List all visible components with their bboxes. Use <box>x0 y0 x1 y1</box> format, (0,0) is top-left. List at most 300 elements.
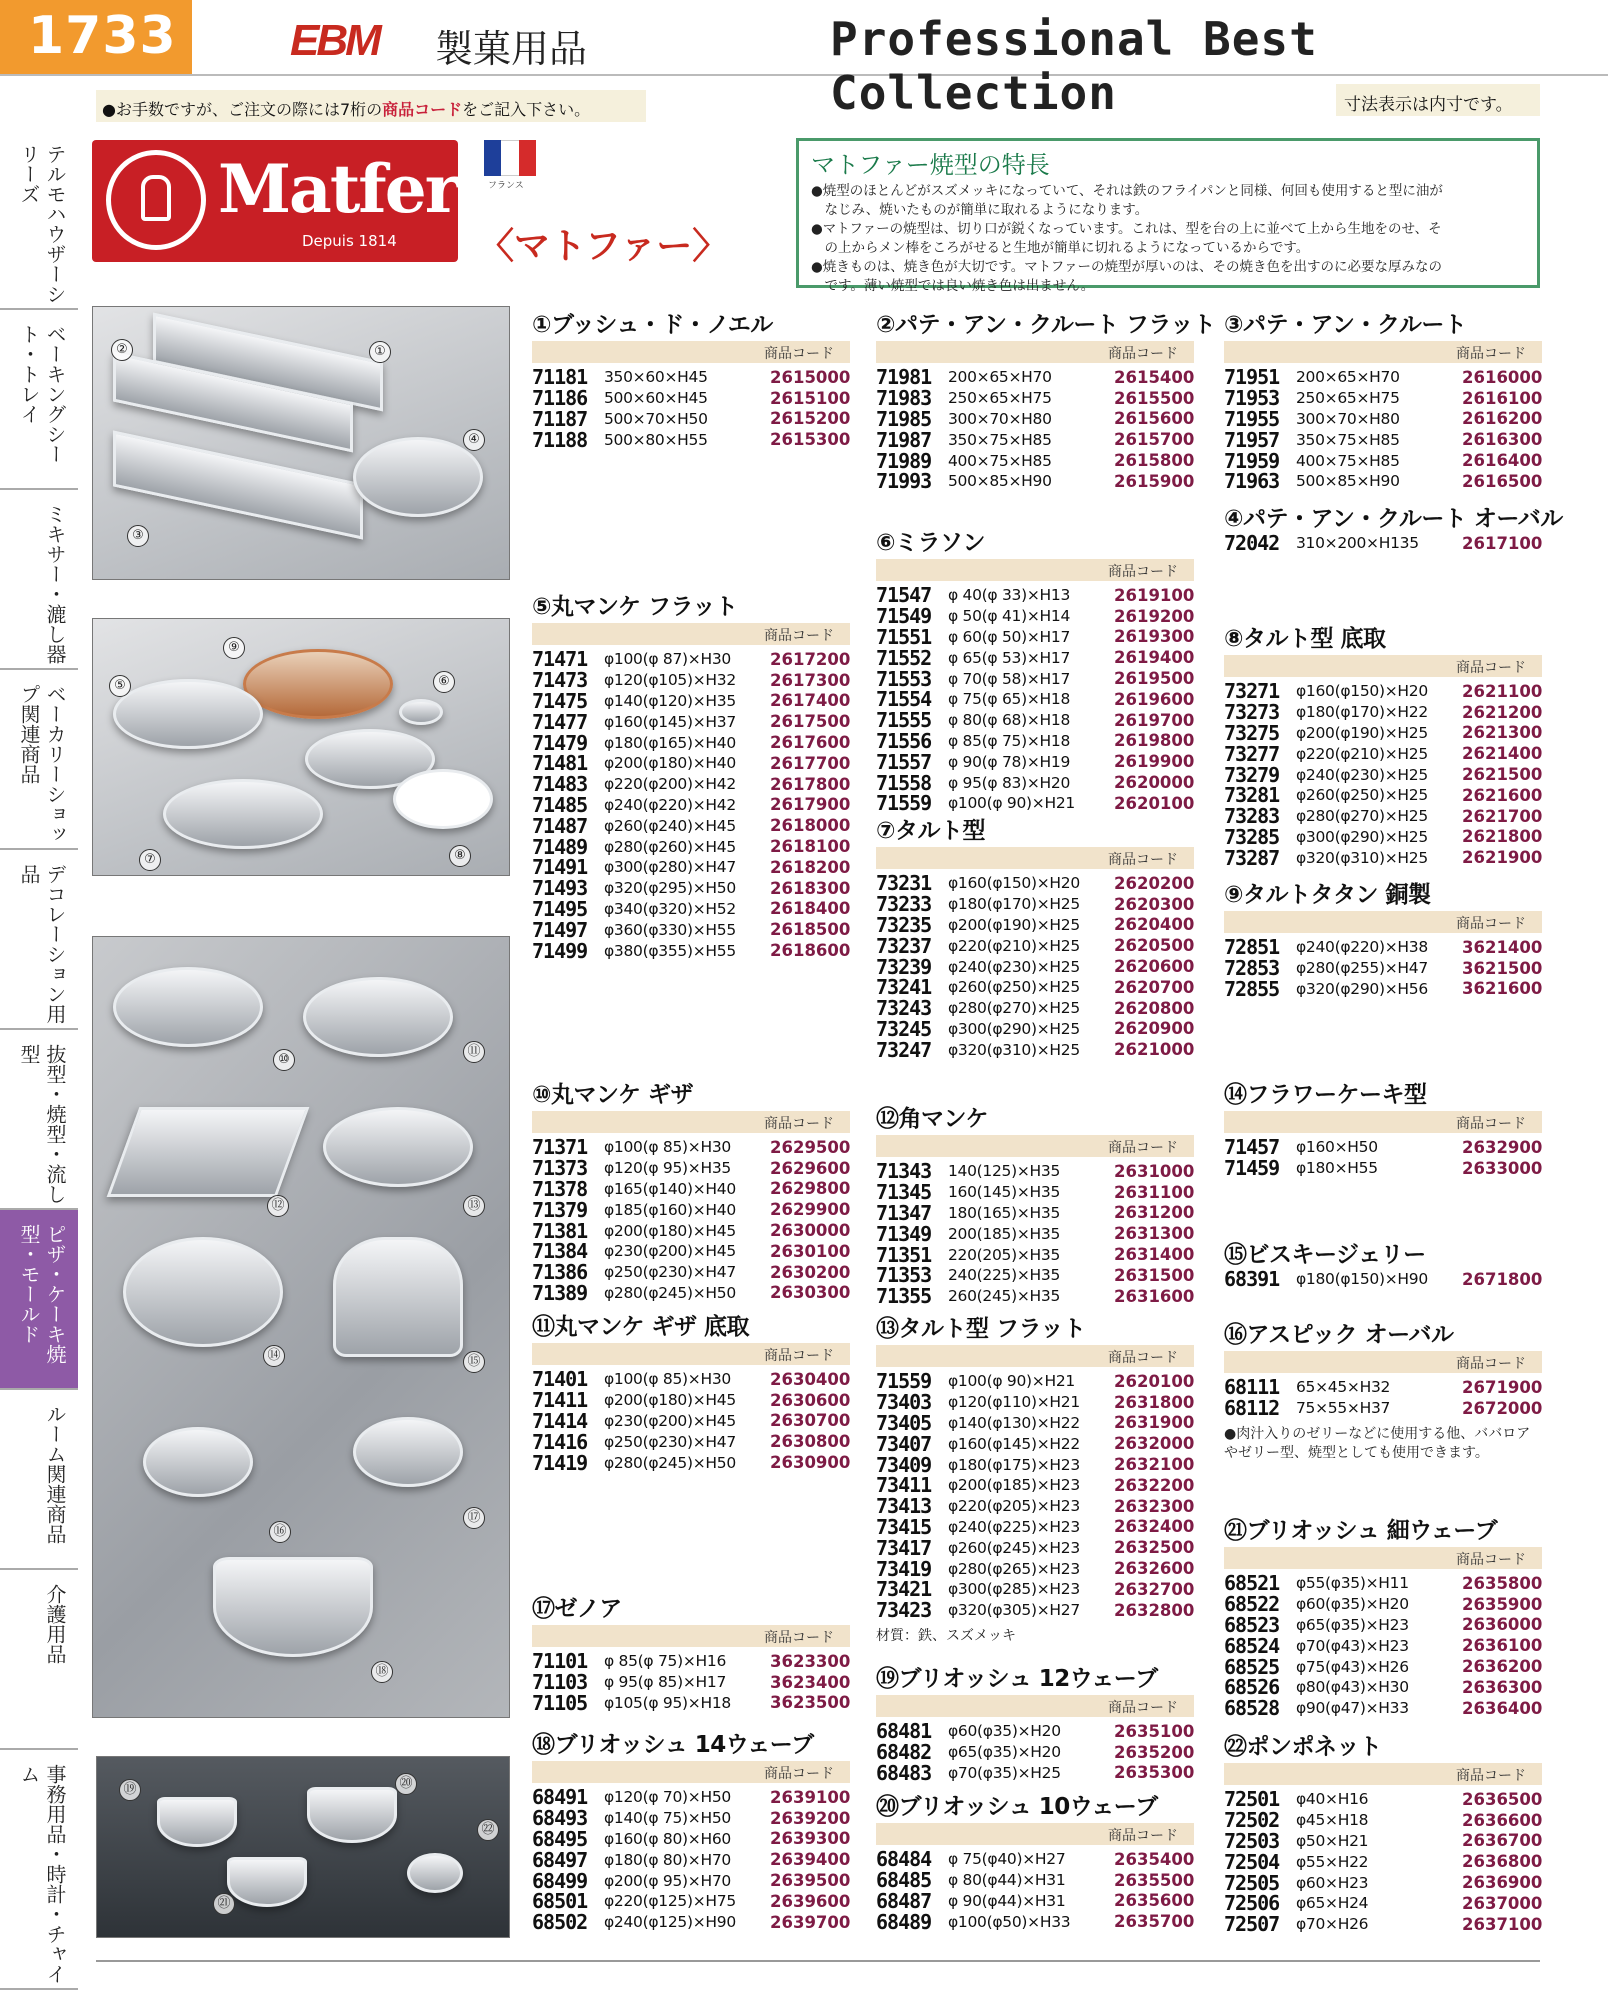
product-row <box>532 878 850 899</box>
dimensions: 200(185)×H35 <box>948 1224 1061 1243</box>
side-tab[interactable]: ミキサー・漉し器 <box>0 490 78 670</box>
product-row <box>876 1742 1194 1763</box>
product-code: 2620700 <box>1114 977 1195 997</box>
product-code: 2617300 <box>770 670 851 690</box>
product-code: 2616000 <box>1462 367 1543 387</box>
model-number: 68482 <box>876 1740 932 1765</box>
model-number: 71419 <box>532 1450 588 1475</box>
model-number: 71101 <box>532 1649 588 1674</box>
product-title: ⑭フラワーケーキ型 <box>1224 1082 1427 1108</box>
model-number: 73277 <box>1224 741 1280 766</box>
dimensions: φ100(φ 87)×H30 <box>604 650 731 669</box>
model-number: 73279 <box>1224 762 1280 787</box>
side-tab[interactable]: 介護用品 <box>0 1570 78 1750</box>
product-code: 2635200 <box>1114 1742 1195 1762</box>
product-code: 2629900 <box>770 1200 851 1220</box>
product-row <box>876 627 1194 648</box>
model-number: 71491 <box>532 855 588 880</box>
product-row <box>876 1558 1194 1579</box>
dimensions: φ280(φ265)×H23 <box>948 1559 1080 1578</box>
dimensions: φ 85(φ 75)×H18 <box>948 731 1071 750</box>
dimensions: φ180(φ170)×H22 <box>1296 703 1428 722</box>
product-code: 2635900 <box>1462 1594 1543 1614</box>
brand-logo: EBM <box>290 16 379 65</box>
dimensions: φ 80(φ 68)×H18 <box>948 711 1071 730</box>
dimensions: φ60(φ35)×H20 <box>948 1722 1061 1741</box>
model-number: 72855 <box>1224 977 1280 1001</box>
photo-number: ⑮ <box>463 1351 485 1373</box>
product-code: 2630100 <box>770 1241 851 1261</box>
product-code: 2631800 <box>1114 1392 1195 1412</box>
product-row <box>532 1411 850 1432</box>
model-number: 72851 <box>1224 935 1280 960</box>
product-block <box>532 588 850 961</box>
product-row <box>876 1849 1194 1870</box>
model-number: 68523 <box>1224 1613 1280 1637</box>
product-code: 2672000 <box>1462 1398 1543 1418</box>
product-code: 2620000 <box>1114 773 1195 793</box>
product-row <box>532 896 851 921</box>
product-code: 2639600 <box>770 1891 851 1911</box>
model-number: 71981 <box>876 365 932 390</box>
product-row <box>876 585 1194 606</box>
dimensions: φ 60(φ 50)×H17 <box>948 627 1071 646</box>
product-code: 2632100 <box>1114 1455 1195 1475</box>
model-number: 71983 <box>876 386 932 411</box>
product-row <box>532 1369 850 1390</box>
dimensions: φ300(φ290)×H25 <box>1296 827 1428 846</box>
product-code: 2618200 <box>770 857 851 877</box>
code-header: 商品コード <box>532 1343 850 1365</box>
product-row <box>876 1182 1194 1203</box>
model-number: 71188 <box>532 427 588 452</box>
product-block <box>1224 1316 1542 1463</box>
dimensions: φ70×H26 <box>1296 1915 1369 1934</box>
fluted-removable-shape <box>303 977 453 1057</box>
code-header: 商品コード <box>876 1345 1194 1367</box>
product-code: 2630700 <box>770 1411 851 1431</box>
photo-number: ㉒ <box>477 1819 499 1841</box>
product-row <box>1224 1789 1542 1810</box>
product-title: ⑥ミラソン <box>876 530 985 556</box>
code-header: 商品コード <box>1224 1351 1542 1373</box>
photo-number: ⑰ <box>463 1507 485 1529</box>
dimensions: φ120(φ110)×H21 <box>948 1393 1080 1412</box>
product-code: 2631000 <box>1114 1161 1195 1181</box>
model-number: 71483 <box>532 772 588 797</box>
dimensions: φ80(φ43)×H30 <box>1296 1678 1409 1697</box>
side-tab[interactable]: デコレーション用品 <box>0 850 78 1030</box>
product-code: 2636400 <box>1462 1698 1543 1718</box>
dimensions: φ280(φ270)×H25 <box>1296 807 1428 826</box>
product-row <box>532 691 850 712</box>
code-header: 商品コード <box>1224 1111 1542 1133</box>
product-code: 2630000 <box>770 1221 851 1241</box>
order-notice <box>96 90 646 122</box>
product-code: 2620100 <box>1114 793 1195 813</box>
code-header: 商品コード <box>532 1761 850 1783</box>
model-number: 71959 <box>1224 448 1280 473</box>
product-row <box>532 753 850 774</box>
product-block <box>532 1590 850 1713</box>
product-row <box>532 774 850 795</box>
dimensions: φ45×H18 <box>1296 1811 1369 1830</box>
dimensions: φ200(φ 95)×H70 <box>604 1871 731 1890</box>
model-number: 73235 <box>876 913 932 937</box>
product-photo-fluted-molds <box>92 936 510 1718</box>
photo-number: ⑪ <box>463 1041 485 1063</box>
product-code: 2621100 <box>1462 681 1543 701</box>
product-block <box>1224 306 1542 492</box>
model-number: 71556 <box>876 728 932 753</box>
product-code: 2619800 <box>1114 731 1195 751</box>
dimensions: 200×65×H70 <box>1296 368 1400 387</box>
product-code: 2629800 <box>770 1179 851 1199</box>
product-row <box>1224 764 1542 785</box>
dimensions: φ240(φ220)×H42 <box>604 795 736 814</box>
product-title: ⑰ゼノア <box>532 1596 622 1622</box>
product-photo-brioche-molds <box>96 1756 510 1938</box>
product-note: 材質：鉄、スズメッキ <box>876 1627 1016 1644</box>
model-number: 71985 <box>876 407 932 431</box>
product-code: 2637100 <box>1462 1914 1543 1934</box>
product-code: 2619700 <box>1114 710 1195 730</box>
product-row <box>876 1223 1194 1244</box>
feature-title: マトファー焼型の特長 <box>811 151 1050 179</box>
model-number: 73285 <box>1224 824 1280 849</box>
product-row <box>876 772 1194 793</box>
product-code: 2616200 <box>1462 409 1543 429</box>
product-row <box>1224 824 1543 849</box>
product-row <box>876 606 1194 627</box>
fluted-ring-shape <box>113 967 263 1047</box>
side-tab[interactable]: ベーキングシート・トレイ <box>0 310 78 490</box>
model-number: 68521 <box>1224 1571 1280 1596</box>
square-ring-shape <box>107 1107 310 1197</box>
product-code: 2620500 <box>1114 936 1195 956</box>
product-photo-pate-molds <box>92 306 510 580</box>
dimensions: φ180(φ 80)×H70 <box>604 1850 731 1869</box>
product-row <box>876 1911 1194 1932</box>
product-title: ⑧タルト型 底取 <box>1224 626 1386 652</box>
model-number: 71953 <box>1224 386 1280 411</box>
photo-number: ⑧ <box>449 845 471 867</box>
model-number: 71559 <box>876 791 932 816</box>
product-row <box>876 1392 1194 1413</box>
product-row <box>532 1280 851 1305</box>
product-code: 2671900 <box>1462 1377 1543 1397</box>
product-row <box>876 1413 1194 1434</box>
product-row <box>1224 1851 1542 1872</box>
product-row <box>1224 702 1542 723</box>
model-number: 71187 <box>532 407 588 431</box>
dimensions: φ230(φ200)×H45 <box>604 1242 736 1261</box>
dimensions: 500×85×H90 <box>948 472 1052 491</box>
dimensions: φ280(φ270)×H25 <box>948 999 1080 1018</box>
side-tab[interactable]: ベーカリーショップ関連商品 <box>0 670 78 850</box>
product-code: 2621000 <box>1114 1040 1195 1060</box>
product-row <box>1224 1914 1542 1935</box>
dimensions: φ100(φ 85)×H30 <box>604 1138 731 1157</box>
product-block <box>876 524 1194 814</box>
product-row <box>876 1016 1195 1041</box>
model-number: 73245 <box>876 1016 932 1041</box>
model-number: 71957 <box>1224 427 1280 452</box>
brioche12-mold-shape <box>157 1797 237 1847</box>
side-tab-active[interactable]: ピザ・ケーキ焼型・モールド <box>0 1210 78 1390</box>
product-code: 2636000 <box>1462 1615 1543 1635</box>
product-row <box>1224 1677 1542 1698</box>
product-row <box>532 792 851 817</box>
product-row <box>1224 1594 1542 1615</box>
product-row <box>532 1693 850 1714</box>
photo-number: ③ <box>127 525 149 547</box>
model-number: 72042 <box>1224 531 1280 556</box>
photo-number: ㉑ <box>213 1893 235 1915</box>
product-code: 2631100 <box>1114 1182 1195 1202</box>
dimensions: φ100(φ 90)×H21 <box>948 1372 1075 1391</box>
dimensions: 350×60×H45 <box>604 368 708 387</box>
product-title: ④パテ・アン・クルート オーバル <box>1224 506 1563 532</box>
category-title: 製菓用品 <box>435 27 588 71</box>
model-number: 73273 <box>1224 700 1280 725</box>
product-code: 2619200 <box>1114 606 1195 626</box>
notice-suffix: をご記入下さい。 <box>462 100 591 119</box>
product-row <box>1224 1810 1542 1831</box>
product-code: 2617800 <box>770 774 851 794</box>
product-code: 2619900 <box>1114 752 1195 772</box>
product-code: 2635700 <box>1114 1912 1195 1932</box>
code-header: 商品コード <box>876 1135 1194 1157</box>
model-number: 73407 <box>876 1431 932 1456</box>
model-number: 71379 <box>532 1197 588 1222</box>
product-row <box>876 1433 1194 1454</box>
product-row <box>876 388 1194 409</box>
dimensions: φ165(φ140)×H40 <box>604 1179 736 1198</box>
model-number: 68491 <box>532 1785 588 1810</box>
product-row <box>532 1220 850 1241</box>
model-number: 68391 <box>1224 1267 1280 1292</box>
product-code: 2621900 <box>1462 848 1543 868</box>
product-row <box>1224 1377 1542 1398</box>
model-number: 71471 <box>532 647 588 672</box>
product-code: 2635300 <box>1114 1763 1195 1783</box>
tart-ring-shape <box>163 779 323 849</box>
product-row <box>1224 958 1542 979</box>
product-code: 2615500 <box>1114 388 1195 408</box>
model-number: 68497 <box>532 1847 588 1872</box>
product-code: 2615200 <box>770 409 851 429</box>
product-row <box>876 793 1194 814</box>
dimensions: φ240(φ220)×H38 <box>1296 938 1428 957</box>
product-code: 2632800 <box>1114 1600 1195 1620</box>
product-row <box>1224 1615 1542 1636</box>
dimensions: φ 85(φ 75)×H16 <box>604 1652 727 1671</box>
dimensions: φ320(φ305)×H27 <box>948 1601 1080 1620</box>
model-number: 71497 <box>532 917 588 942</box>
dimensions: 65×45×H32 <box>1296 1378 1391 1397</box>
product-row <box>532 1891 850 1912</box>
notice-prefix: ●お手数ですが、ご注文の際には7桁の <box>102 100 383 119</box>
dimensions: φ 80(φ44)×H31 <box>948 1871 1066 1890</box>
dimensions: 160(145)×H35 <box>948 1183 1061 1202</box>
product-row <box>1224 450 1542 471</box>
model-number: 73415 <box>876 1514 932 1539</box>
model-number: 73413 <box>876 1494 932 1519</box>
product-row <box>876 1579 1194 1600</box>
model-number: 73247 <box>876 1037 932 1062</box>
side-tab[interactable]: 抜型・焼型・流し型 <box>0 1030 78 1210</box>
product-row <box>876 1203 1194 1224</box>
photo-number: ⑫ <box>267 1195 289 1217</box>
product-code: 2617400 <box>770 691 851 711</box>
notice-bold: 商品コード <box>382 100 463 119</box>
feature-line: ●マトファーの焼型は、切り口が鋭くなっています。これは、型を台の上に並べて上から生地をのせ、そ <box>811 221 1442 237</box>
side-tab[interactable]: 事務用品・時計・チャイム <box>0 1750 78 1990</box>
model-number: 72501 <box>1224 1787 1280 1812</box>
product-row <box>532 1431 850 1452</box>
code-header: 商品コード <box>1224 1763 1542 1785</box>
product-row <box>876 668 1194 689</box>
product-row <box>1224 533 1542 554</box>
product-block <box>532 1308 850 1473</box>
product-row <box>876 1371 1194 1392</box>
model-number: 71489 <box>532 834 588 859</box>
product-block <box>532 1076 850 1303</box>
product-block <box>1224 876 1542 999</box>
product-code: 2621300 <box>1462 723 1543 743</box>
product-code: 2621400 <box>1462 744 1543 764</box>
product-row <box>532 1452 850 1473</box>
dimensions: φ100(φ 90)×H21 <box>948 794 1075 813</box>
model-number: 72506 <box>1224 1891 1280 1916</box>
product-code: 2639700 <box>770 1912 851 1932</box>
product-code: 2631300 <box>1114 1224 1195 1244</box>
page-number: 1733 <box>0 0 192 74</box>
model-number: 73423 <box>876 1598 932 1623</box>
product-title: ⑮ビスキージェリー <box>1224 1242 1426 1268</box>
model-number: 68524 <box>1224 1633 1280 1658</box>
dimensions: φ320(φ290)×H56 <box>1296 979 1428 998</box>
product-code: 2618300 <box>770 878 851 898</box>
dimensions: φ300(φ285)×H23 <box>948 1580 1080 1599</box>
model-number: 71343 <box>876 1159 932 1184</box>
model-number: 68522 <box>1224 1592 1280 1617</box>
product-row <box>1224 388 1542 409</box>
product-row <box>1224 409 1542 430</box>
model-number: 71105 <box>532 1691 588 1715</box>
dimensions: φ260(φ250)×H25 <box>1296 786 1428 805</box>
dimensions: 500×60×H45 <box>604 389 708 408</box>
photo-number: ⑤ <box>109 675 131 697</box>
photo-number: ① <box>369 341 391 363</box>
model-number: 71955 <box>1224 407 1280 431</box>
model-number: 68493 <box>532 1806 588 1831</box>
model-number: 71487 <box>532 813 588 838</box>
product-title: ①ブッシュ・ド・ノエル <box>532 312 773 338</box>
product-block <box>1224 1512 1542 1719</box>
model-number: 71473 <box>532 668 588 693</box>
model-number: 68112 <box>1224 1396 1280 1421</box>
product-row <box>1224 1893 1542 1914</box>
model-number: 71493 <box>532 876 588 901</box>
product-block <box>876 812 1194 1060</box>
photo-number: ⑬ <box>463 1195 485 1217</box>
pomponette-mold-shape <box>407 1853 463 1893</box>
product-code: 2617100 <box>1462 533 1543 553</box>
product-code: 2616300 <box>1462 430 1543 450</box>
product-row <box>532 815 850 836</box>
product-code: 2621500 <box>1462 765 1543 785</box>
feature-box <box>796 138 1540 294</box>
product-row <box>876 1286 1194 1307</box>
dimensions: φ200(φ180)×H45 <box>604 1221 736 1240</box>
photo-number: ⑭ <box>263 1345 285 1367</box>
model-number: 71553 <box>876 666 932 691</box>
product-row <box>532 732 850 753</box>
product-code: 2632400 <box>1114 1517 1195 1537</box>
product-row <box>1224 1656 1542 1677</box>
product-code: 3621600 <box>1462 979 1543 999</box>
side-tab[interactable]: ルーム関連商品 <box>0 1390 78 1570</box>
dimensions: φ240(φ230)×H25 <box>1296 765 1428 784</box>
product-row <box>532 1912 850 1933</box>
product-code: 2616100 <box>1462 388 1543 408</box>
model-number: 68481 <box>876 1719 932 1744</box>
product-row <box>1224 979 1542 1000</box>
dimensions: φ100(φ50)×H33 <box>948 1912 1071 1931</box>
product-row <box>876 367 1194 388</box>
product-code: 2632700 <box>1114 1579 1195 1599</box>
model-number: 71345 <box>876 1180 932 1205</box>
product-code: 2619300 <box>1114 627 1195 647</box>
product-code: 2635400 <box>1114 1849 1195 1869</box>
dimensions: φ280(φ245)×H50 <box>604 1453 736 1472</box>
dimensions: 500×85×H90 <box>1296 472 1400 491</box>
dimensions: φ220(φ200)×H42 <box>604 775 736 794</box>
dimensions: φ320(φ295)×H50 <box>604 879 736 898</box>
photo-number: ④ <box>463 429 485 451</box>
model-number: 71349 <box>876 1221 932 1246</box>
product-row <box>1224 1269 1542 1290</box>
product-title: ⑪丸マンケ ギザ 底取 <box>532 1314 750 1340</box>
product-code: 2639300 <box>770 1829 851 1849</box>
dimensions: 240(225)×H35 <box>948 1266 1061 1285</box>
side-tab[interactable]: テルモハウザーシリーズ <box>0 130 78 310</box>
product-row <box>876 1600 1194 1621</box>
dimensions: φ140(φ130)×H22 <box>948 1413 1080 1432</box>
france-flag-icon <box>484 140 536 176</box>
product-title: ②パテ・アン・クルート フラット <box>876 312 1216 338</box>
dimensions: 500×70×H50 <box>604 409 708 428</box>
product-row <box>1224 937 1542 958</box>
model-number: 73421 <box>876 1577 932 1602</box>
product-row <box>1224 785 1542 806</box>
product-code: 2615700 <box>1114 430 1195 450</box>
product-code: 2620900 <box>1114 1019 1195 1039</box>
dimensions: φ360(φ330)×H55 <box>604 920 736 939</box>
product-row <box>876 1454 1194 1475</box>
model-number: 71558 <box>876 770 932 795</box>
product-row <box>876 873 1194 894</box>
dimensions: φ50×H21 <box>1296 1831 1369 1850</box>
product-row <box>876 1514 1195 1539</box>
model-number: 73403 <box>876 1390 932 1415</box>
product-code: 2635800 <box>1462 1573 1543 1593</box>
code-header: 商品コード <box>1224 911 1542 933</box>
product-row <box>532 940 850 961</box>
product-code: 2615400 <box>1114 367 1195 387</box>
